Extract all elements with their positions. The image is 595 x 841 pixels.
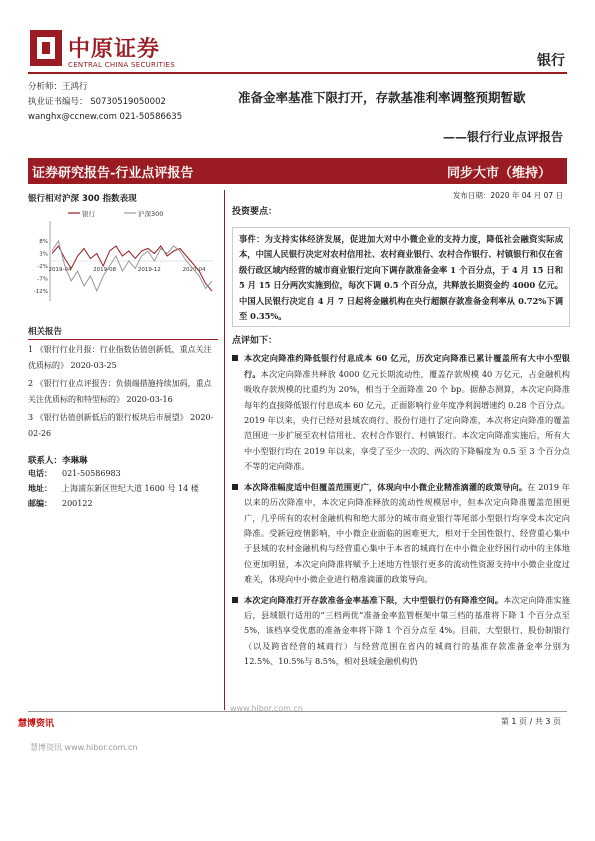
contact-value: 021-50586983: [62, 469, 121, 478]
series-line-index: [52, 241, 212, 291]
watermark-url: www.hibor.com.cn: [230, 704, 303, 713]
contact-value: 上海浦东新区世纪大道 1600 号 14 楼: [62, 484, 199, 493]
report-subheadline: ——银行行业点评报告: [442, 130, 563, 144]
watermark-footer: 慧博资讯 www.hibor.com.cn: [30, 743, 138, 752]
bullet-icon: [232, 597, 238, 603]
paragraph-text: 本次定向降准共释放 4000 亿元长期流动性，覆盖存款规模 40 万亿元，占金融机构吸收存款规模的比重约为 20%，相当于全面降准 20 个 bp。据静态测算，本次定向降准每年约直接降低银行付息成本 60 亿元，正面影响行业年度净利润增速约 0.28 个百分点。2019 年以来，央行已经对县域农商行、股份行进行了定向降准，本次将定向降准的覆盖范围进一步扩展至农村信用社、农村合作银行、村镇银行。本次定向降准实施后，所有大中小型银行均在 2019 年以来，享受了至少一次的、两次的下降幅度为 0.5 至 3 个百分点不等的定向降准。: [244, 368, 570, 472]
paragraph-lead: 本次定向降准打开存款准备金率基准下限，大中型银行仍有降准空间。: [244, 594, 504, 605]
bullet-icon: [232, 355, 238, 361]
x-tick-label: 2019-12: [137, 267, 161, 273]
y-tick-label: -2%: [37, 264, 48, 270]
contact-row: [28, 466, 218, 481]
x-tick-label: 2020-04: [182, 267, 206, 273]
sector-label: 银行: [537, 53, 565, 69]
rating: 同步大市（维持）: [446, 166, 551, 181]
analyst-block: [28, 80, 182, 125]
analysis-paragraph: [232, 593, 570, 670]
x-tick-label: 2019-08: [93, 267, 117, 273]
analyst-name: 分析师：王鸿行: [28, 82, 88, 92]
contact-key: 地址：: [28, 483, 52, 493]
watermark-text: 慧博资讯: [18, 719, 55, 729]
page-number: 第 1 页 / 共 3 页: [500, 717, 561, 726]
publish-date: 发布日期：2020 年 04 月 07 日: [452, 191, 563, 200]
analysis-paragraph: [232, 480, 570, 588]
chart-title: 银行相对沪深 300 指数表现: [28, 194, 137, 204]
bullet-icon: [232, 484, 238, 490]
company-logo: [28, 28, 188, 76]
x-tick-label: 2019-04: [48, 267, 72, 273]
related-reports-list: [28, 342, 218, 442]
logo-chinese: 中原证券: [68, 37, 161, 62]
paragraph-lead: 本次降准幅度适中但覆盖范围更广，体现向中小微企业精准滴灌的政策导向。: [244, 481, 528, 492]
contact-row: [28, 496, 218, 511]
related-report-item[interactable]: 2 《银行行业点评报告：负债端措施持续加码，重点关注优质标的和特型标的》 2020-03-16: [28, 379, 212, 404]
contact-key: 电话：: [28, 468, 52, 478]
contact-row: [28, 481, 218, 496]
y-tick-label: 8%: [39, 239, 48, 245]
analysis-paragraph: [232, 351, 570, 474]
header-divider: [28, 72, 567, 74]
column-divider: [224, 190, 225, 710]
paragraph-text: 本次定向降准实施后，县域银行适用的“三档两优”准备金率监管框架中第三档的基准将下降 1 个百分点至 5%，该档享受优惠的准备金率将下降 1 个百分点至 4%。目前，大型银行、股份制银行（以及跨省经营的城商行）与经营范围在省内的城商行的基准存款准备金率分别为 12.5%、10.5%与 8.5%，相对县域金融机构仍: [244, 594, 570, 667]
contact-key: 邮编：: [28, 498, 52, 508]
paragraph-lead: 本次定向降准约降低银行付息成本 60 亿元，历次定向降准已累计覆盖所有大中小型银行。: [244, 353, 570, 379]
logo-mark-icon: [28, 28, 64, 68]
contact-value: 200122: [62, 499, 93, 508]
report-type: 证券研究报告-行业点评报告: [32, 166, 194, 181]
comment-title: 点评如下：: [232, 336, 278, 347]
paragraph-text: 在 2019 年以来的历次降准中，本次定向降准释放的流动性规模居中，但本次定向降准覆盖范围更广，几乎所有的农村金融机构和绝大部分的城市商业银行等尾部小型银行均享受本次定向降准。受新冠疫情影响，中小微企业面临的困难更大，相对于全国性银行、经营重心集中于县域的农村金融机构与经营重心集中于本省的城商行在中小微企业纾困行动中的主体地位更加明显，本次定向降准将赋予上述地方性银行更多的流动性资源支持中小微企业度过难关，体现向中小微企业进行精准滴灌的政策导向。: [244, 481, 570, 585]
event-summary: 事件：为支持实体经济发展，促进加大对中小微企业的支持力度，降低社会融资实际成本，中国人民银行决定对农村信用社、农村商业银行、农村合作银行、村镇银行和仅在省级行政区域内经营的城市商业银行定向下调存款准备金率 1 个百分点，于 4 月 15 日和 5 月 15 日分两次实施到位，每次下调 0.5 个百分点，共释放长期资金约 4000 亿元。中国人民银行决定自 4 月 7 日起将金融机构在央行超额存款准备金利率从 0.72%下调至 0.35%。: [232, 227, 570, 327]
y-tick-label: -7%: [37, 276, 48, 283]
logo-english: CENTRAL CHINA SECURITIES: [68, 61, 175, 69]
y-tick-label: 3%: [39, 251, 48, 258]
legend-label-index: 沪深300: [138, 210, 164, 218]
report-headline: 准备金率基准下限打开，存款基准利率调整预期暂歇: [238, 90, 526, 105]
section-title: 投资要点：: [232, 207, 278, 217]
analyst-contact: wanghx@ccnew.com 021-50586635: [28, 112, 183, 122]
legend-label-bank: 银行: [82, 210, 95, 218]
related-report-item[interactable]: 1 《银行行业月报：行业指数估值创新低，重点关注优质标的》 2020-03-25: [28, 345, 212, 370]
y-tick-label: -12%: [33, 289, 48, 295]
analyst-license: 执业证书编号： S0730519050002: [28, 97, 166, 107]
sidebar: [28, 190, 218, 511]
performance-chart: [28, 207, 218, 315]
performance-chart-svg: [28, 207, 218, 315]
contact-title: 联系人：李琳琳: [28, 456, 88, 466]
related-report-item[interactable]: 3 《银行估值创新低后的银行板块后市展望》 2020-02-26: [28, 413, 214, 438]
main-content: [232, 202, 570, 670]
related-reports-title: 相关报告: [28, 325, 218, 340]
report-type-banner: [28, 158, 567, 184]
